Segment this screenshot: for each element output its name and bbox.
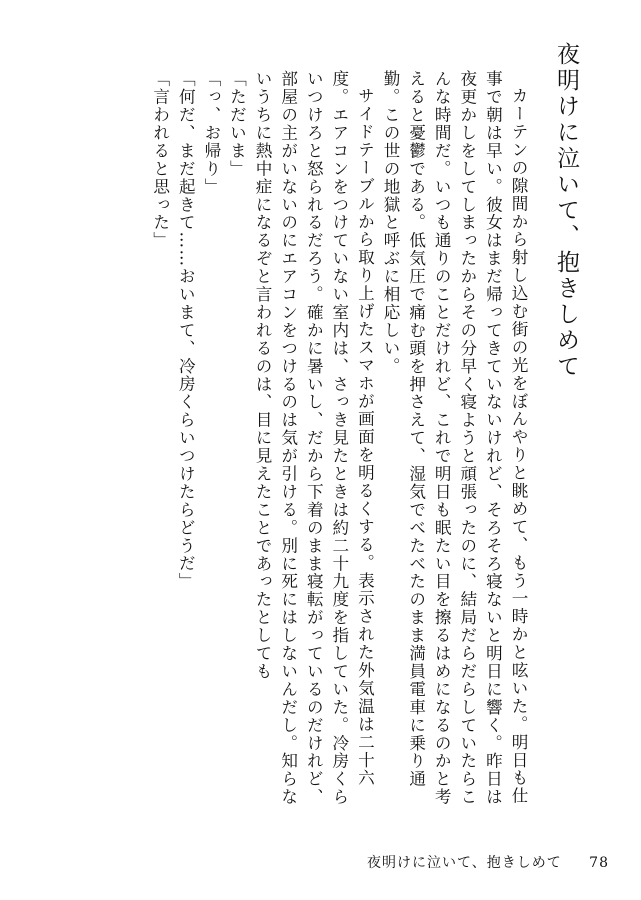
body-text — [147, 70, 531, 810]
page-footer — [367, 852, 609, 872]
paragraph: サイドテーブルから取り上げたスマホが画面を明るくする。表示された外気温は二十六度。エアコンをつけていない室内は、さっき見たときは約二十九度を指していた。冷房くらいつけろと怒られるだろう。確かに暑いし、だから下着のまま寝転がっているのだけれど、部屋の主がいないのにエアコンをつけるのは気が引ける。別に死にはしないんだし。知らないうちに熱中症になるぞと言われるのは、目に見えたことであったとしても — [253, 70, 375, 806]
chapter-title: 夜明けに泣いて、抱きしめて — [553, 42, 579, 380]
dialogue-line: 「っ、お帰り」 — [201, 70, 221, 196]
page-number: 78 — [589, 855, 609, 871]
running-title: 夜明けに泣いて、抱きしめて — [366, 855, 562, 871]
dialogue-line: 「何だ、まだ起きて……おいまて、冷房くらいつけたらどうだ」 — [176, 70, 196, 591]
paragraph: カーテンの隙間から射し込む街の光をぼんやりと眺めて、もう一時かと呟いた。明日も仕事で朝は早い。彼女はまだ帰ってきていないけれど、そろそろ寝ないと明日に響く。昨日は夜更かしをしてしまったからその分早く寝ようと頑張ったのに、結局だらだらしていたらこんな時間だ。いつも通りのことだけれど、これで明日も眠たい目を擦るはめになるのかと考えると憂鬱である。低気圧で痛む頭を押さえて、湿気でべたべたのまま満員電車に乗り通勤。この世の地獄と呼ぶに相応しい。 — [381, 70, 528, 806]
dialogue-line: 「言われると思った」 — [150, 70, 170, 250]
dialogue-line: 「ただいま」 — [227, 70, 247, 178]
